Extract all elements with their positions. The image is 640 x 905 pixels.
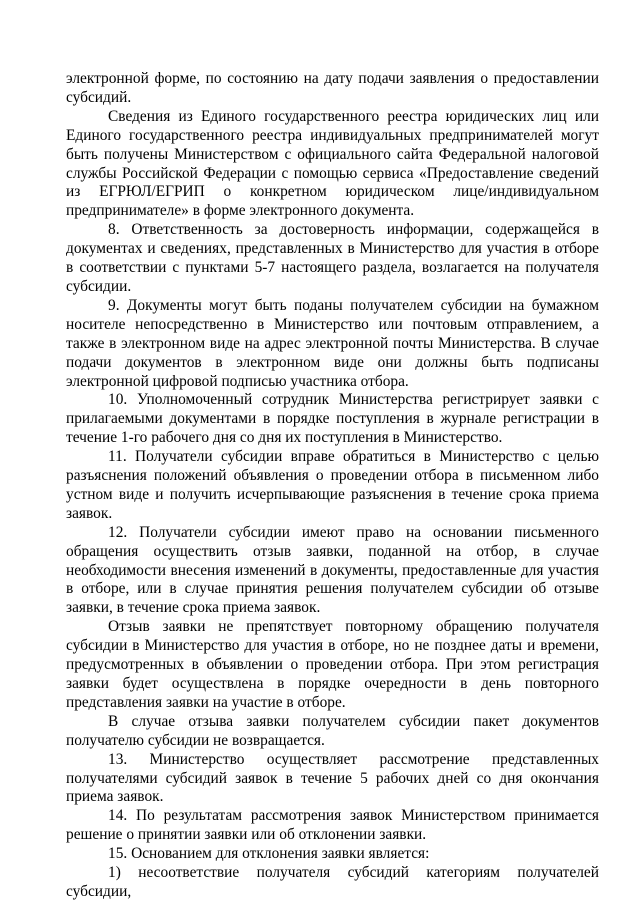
paragraph-item-9: 9. Документы могут быть поданы получателем субсидии на бумажном носителе непосредственно в Министерство или почтовым отправлением, а также в электронном виде на адрес электронной почты Министерства. В случае подачи документов в электронном виде они должны быть подписаны электронной цифровой подписью участника отбора. xyxy=(66,296,599,390)
paragraph-item-11: 11. Получатели субсидии вправе обратиться в Министерство с целью разъяснения положений объявления о проведении отбора в письменном либо устном виде и получить исчерпывающие разъяснения в течение срока приема заявок. xyxy=(66,448,599,522)
document-page xyxy=(66,70,599,902)
paragraph-egrul-info: Сведения из Единого государственного реестра юридических лиц или Единого государственного реестра индивидуальных предпринимателей могут быть получены Министерством с официального сайта Федеральной налоговой службы Российской Федерации с помощью сервиса «Предоставление сведений из ЕГРЮЛ/ЕГРИП о конкретном юридическом лице/индивидуальном предпринимателе» в форме электронного документа. xyxy=(66,107,599,220)
paragraph-item-8: 8. Ответственность за достоверность информации, содержащейся в документах и сведениях, представленных в Министерство для участия в отборе в соответствии с пунктами 5-7 настоящего раздела, возлагается на получателя субсидии. xyxy=(66,221,599,295)
paragraph-documents-not-returned: В случае отзыва заявки получателем субсидии пакет документов получателю субсидии не возвращается. xyxy=(66,712,599,749)
paragraph-item-14: 14. По результатам рассмотрения заявок Министерством принимается решение о принятии заявки или об отклонении заявки. xyxy=(66,807,599,844)
paragraph-item-10: 10. Уполномоченный сотрудник Министерства регистрирует заявки с прилагаемыми документами в порядке поступления в журнале регистрации в течение 1-го рабочего дня со дня их поступления в Министерство. xyxy=(66,391,599,447)
paragraph-item-15-sub-1: 1) несоответствие получателя субсидий категориям получателей субсидии, xyxy=(66,864,599,900)
paragraph-withdrawal: Отзыв заявки не препятствует повторному обращению получателя субсидии в Министерство для участия в отборе, но не позднее даты и времени, предусмотренных в объявлении о проведении отбора. При этом регистрация заявки будет осуществлена в порядке очередности в день повторного представления заявки на участие в отборе. xyxy=(66,618,599,711)
paragraph-intro-continuation: электронной форме, по состоянию на дату подачи заявления о предоставлении субсидий. xyxy=(66,70,599,106)
paragraph-item-12: 12. Получатели субсидии имеют право на основании письменного обращения осуществить отзыв заявки, поданной на отбор, в случае необходимости внесения изменений в документы, предоставленные для участия в отборе, или в случае принятия решения получателем субсидии об отзыве заявки, в течение срока приема заявок. xyxy=(66,523,599,617)
paragraph-item-15: 15. Основанием для отклонения заявки является: xyxy=(108,845,430,863)
paragraph-item-13: 13. Министерство осуществляет рассмотрение представленных получателями субсидий заявок в течение 5 рабочих дней со дня окончания приема заявок. xyxy=(66,750,599,806)
